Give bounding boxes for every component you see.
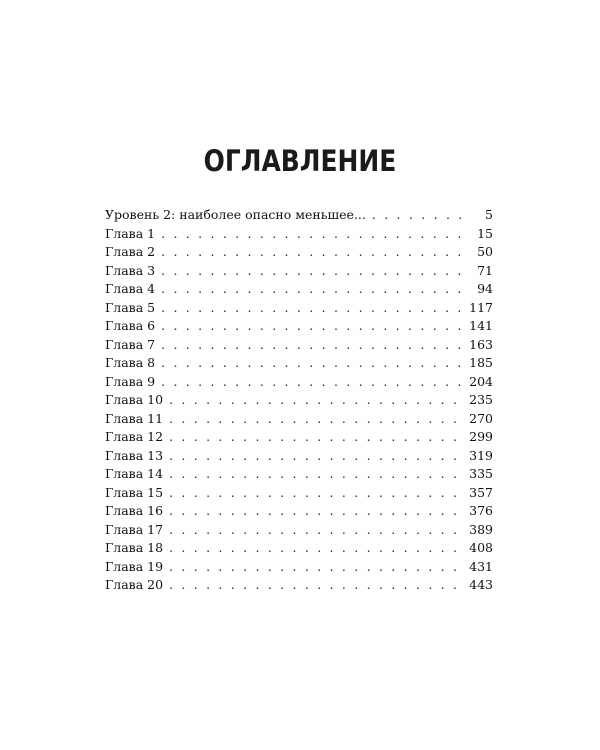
toc-entry-label: Глава 5 bbox=[105, 299, 156, 315]
dot-leader bbox=[169, 502, 461, 521]
toc-entry-label: Глава 2 bbox=[105, 244, 156, 259]
toc-entry bbox=[105, 373, 493, 392]
toc-entry-label: Глава 4 bbox=[105, 281, 156, 296]
toc-entry-page: 299 bbox=[469, 429, 493, 444]
toc-entry-label: Глава 11 bbox=[105, 410, 164, 426]
dot-leader bbox=[169, 484, 461, 503]
dot-leader bbox=[161, 243, 463, 262]
toc-entry-page: 141 bbox=[469, 318, 493, 333]
toc-entry bbox=[105, 336, 493, 355]
dot-leader bbox=[169, 539, 461, 558]
toc-entry bbox=[105, 484, 493, 503]
toc-entry bbox=[105, 410, 493, 429]
dot-leader bbox=[161, 354, 461, 373]
toc-entry-label: Глава 17 bbox=[105, 521, 164, 537]
toc-entry-page: 357 bbox=[469, 484, 493, 500]
toc-entry-label: Глава 18 bbox=[105, 540, 164, 555]
dot-leader bbox=[161, 336, 461, 355]
dot-leader bbox=[169, 465, 461, 484]
toc-entry-page: 443 bbox=[469, 577, 493, 592]
toc-entry-label: Глава 3 bbox=[105, 262, 156, 278]
toc-entry-page: 71 bbox=[477, 262, 493, 278]
toc-entry-label: Глава 10 bbox=[105, 392, 164, 407]
toc-entry bbox=[105, 299, 493, 318]
dot-leader bbox=[169, 428, 461, 447]
toc-entry-page: 270 bbox=[469, 410, 493, 426]
toc-entry bbox=[105, 354, 493, 373]
dot-leader bbox=[169, 576, 461, 595]
toc-entry-page: 408 bbox=[469, 540, 493, 555]
toc-entry-page: 431 bbox=[469, 558, 493, 574]
toc-entry-label: Глава 13 bbox=[105, 447, 164, 463]
dot-leader bbox=[169, 410, 461, 429]
toc-entry-page: 163 bbox=[469, 336, 493, 352]
toc-entry-page: 319 bbox=[469, 447, 493, 463]
toc-entry-label: Глава 9 bbox=[105, 373, 156, 389]
toc-entry-label: Глава 1 bbox=[105, 225, 156, 241]
toc-entry-page: 335 bbox=[469, 466, 493, 481]
dot-leader bbox=[161, 280, 463, 299]
toc-entry-label: Глава 20 bbox=[105, 577, 164, 592]
toc-entry-label: Глава 19 bbox=[105, 558, 164, 574]
toc-entry-page: 376 bbox=[469, 503, 493, 518]
dot-leader bbox=[169, 558, 461, 577]
toc-entry bbox=[105, 428, 493, 447]
toc-entry bbox=[105, 225, 493, 244]
toc-entry-label: Глава 15 bbox=[105, 484, 164, 500]
toc-entry bbox=[105, 447, 493, 466]
toc-entry-page: 185 bbox=[469, 355, 493, 370]
toc-entry-label: Глава 8 bbox=[105, 355, 156, 370]
dot-leader bbox=[161, 225, 463, 244]
toc-entry bbox=[105, 465, 493, 484]
toc-entry bbox=[105, 521, 493, 540]
toc-entry bbox=[105, 243, 493, 262]
table-of-contents bbox=[105, 206, 493, 595]
dot-leader bbox=[161, 317, 461, 336]
dot-leader bbox=[161, 299, 461, 318]
toc-entry-page: 389 bbox=[469, 521, 493, 537]
toc-entry-page: 15 bbox=[477, 225, 493, 241]
toc-entry bbox=[105, 391, 493, 410]
toc-entry-label: Глава 16 bbox=[105, 503, 164, 518]
toc-entry-label: Уровень 2: наиболее опасно меньшее... bbox=[105, 207, 366, 222]
toc-entry-page: 204 bbox=[469, 373, 493, 389]
toc-entry-label: Глава 7 bbox=[105, 336, 156, 352]
dot-leader bbox=[161, 373, 461, 392]
dot-leader bbox=[372, 206, 463, 225]
dot-leader bbox=[161, 262, 463, 281]
toc-entry bbox=[105, 317, 493, 336]
toc-entry-page: 117 bbox=[469, 299, 493, 315]
toc-entry-label: Глава 14 bbox=[105, 466, 164, 481]
toc-entry bbox=[105, 502, 493, 521]
toc-entry-page: 5 bbox=[485, 207, 493, 222]
dot-leader bbox=[169, 521, 461, 540]
toc-entry-label: Глава 6 bbox=[105, 318, 156, 333]
toc-entry-page: 94 bbox=[477, 281, 493, 296]
toc-entry bbox=[105, 539, 493, 558]
toc-entry bbox=[105, 576, 493, 595]
dot-leader bbox=[169, 391, 461, 410]
toc-entry bbox=[105, 280, 493, 299]
toc-entry-page: 235 bbox=[469, 392, 493, 407]
toc-entry bbox=[105, 262, 493, 281]
toc-title: ОГЛАВЛЕНИЕ bbox=[203, 144, 397, 178]
toc-entry bbox=[105, 206, 493, 225]
toc-entry-label: Глава 12 bbox=[105, 429, 164, 444]
toc-entry bbox=[105, 558, 493, 577]
toc-entry-page: 50 bbox=[477, 244, 493, 259]
dot-leader bbox=[169, 447, 461, 466]
